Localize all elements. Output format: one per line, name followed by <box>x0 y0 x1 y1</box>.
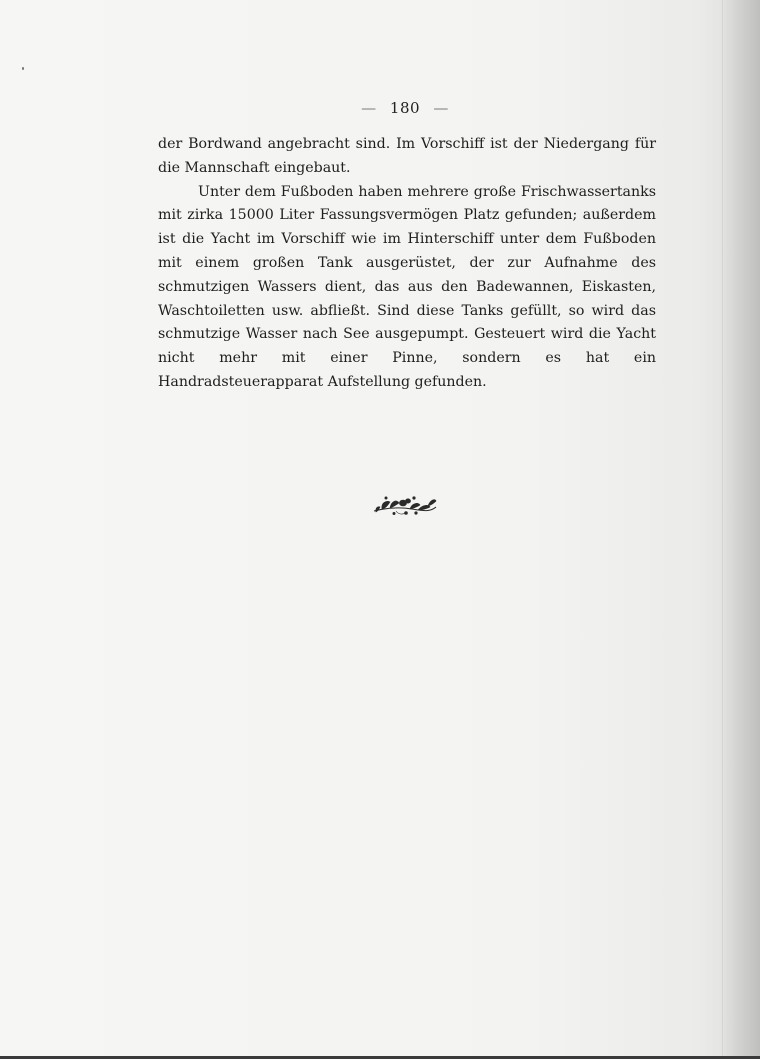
page-number-header <box>0 99 760 117</box>
page-number-dash-right: — <box>433 99 449 117</box>
page-number: 180 <box>389 99 421 117</box>
page-number-dash-left: — <box>361 99 377 117</box>
scan-speck <box>22 67 24 70</box>
body-text <box>158 133 656 395</box>
paragraph-tanks: Unter dem Fußboden haben mehrere große Frischwassertanks mit zirka 15000 Liter Fassungsvermögen Platz gefunden; außerdem ist die Yacht im Vorschiff wie im Hinterschiff unter dem Fußboden mit einem großen Tank ausgerüstet, der zur Aufnahme des schmutzigen Wassers dient, das aus den Badewannen, Eiskasten, Waschtoiletten usw. abfließt. Sind diese Tanks gefüllt, so wird das schmutzige Wasser nach See ausgepumpt. Gesteuert wird die Yacht nicht mehr mit einer Pinne, sondern es hat ein Handradsteuerapparat Aufstellung gefunden. <box>158 183 656 390</box>
paragraph-continuation: der Bordwand angebracht sind. Im Vorschiff ist der Niedergang für die Mannschaft eingebaut. <box>158 136 656 176</box>
page-edge-shadow <box>720 0 760 1059</box>
floral-vignette-icon <box>372 492 438 518</box>
